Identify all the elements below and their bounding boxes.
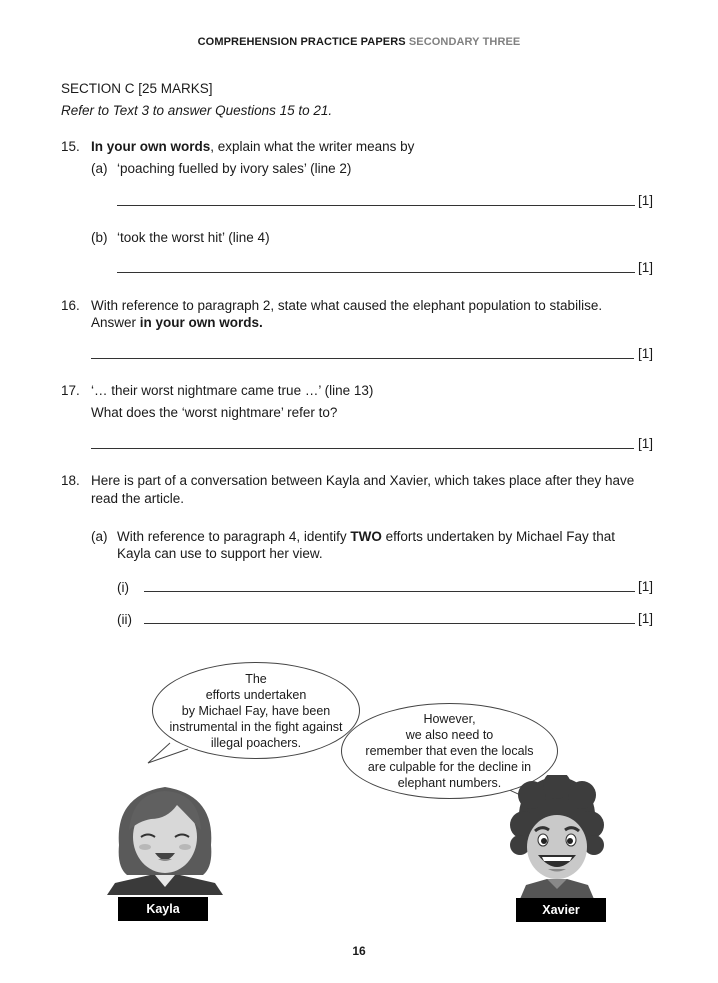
q16-mark: [1]: [638, 346, 654, 361]
xavier-speech-line: remember that even the locals: [365, 744, 534, 758]
q16-line1: With reference to paragraph 2, state what caused the elephant population to stabilise.: [91, 298, 603, 313]
q18a-ii-answer-line[interactable]: [144, 623, 635, 624]
q15b-label: (b): [91, 230, 108, 245]
q18-number: 18.: [61, 473, 80, 488]
q18-line2: read the article.: [91, 491, 185, 506]
q15a-text: ‘poaching fuelled by ivory sales’ (line 2): [117, 161, 352, 176]
q18-line1: Here is part of a conversation between Kayla and Xavier, which takes place after they have: [91, 473, 635, 488]
q18a-ii-label: (ii): [117, 612, 132, 627]
q18a-line1-prefix: With reference to paragraph 4, identify: [117, 529, 351, 544]
running-header: [0, 36, 718, 48]
xavier-speech-line: However,: [423, 712, 476, 726]
q15-bold: In your own words: [91, 139, 211, 154]
q18a-line1: [117, 528, 615, 545]
kayla-speech-line: illegal poachers.: [210, 735, 302, 750]
section-instruction: Refer to Text 3 to answer Questions 15 to 21.: [61, 103, 333, 118]
q15a-label: (a): [91, 161, 108, 176]
xavier-speech-line: are culpable for the decline in: [367, 760, 532, 774]
q17-answer-line[interactable]: [91, 448, 634, 449]
kayla-speech-text: [169, 671, 342, 751]
q18a-line1-bold: TWO: [350, 529, 382, 544]
xavier-illustration: [502, 775, 612, 900]
q15-stem: [91, 138, 414, 155]
xavier-speech-line: we also need to: [405, 728, 494, 742]
q15b-mark: [1]: [638, 260, 654, 275]
q15-text: , explain what the writer means by: [210, 139, 415, 154]
header-subtitle: SECONDARY THREE: [408, 36, 521, 48]
kayla-name-tag: Kayla: [118, 897, 208, 921]
kayla-illustration: [105, 775, 225, 897]
kayla-speech-line: instrumental in the fight against: [169, 719, 343, 734]
q16-line2: [91, 314, 263, 331]
q18a-ii-mark: [1]: [638, 611, 654, 626]
page-number: 16: [352, 944, 366, 958]
q15a-mark: [1]: [638, 193, 654, 208]
q16-answer-line[interactable]: [91, 358, 634, 359]
q18a-i-mark: [1]: [638, 579, 654, 594]
q17-line2: What does the ‘worst nightmare’ refer to?: [91, 405, 338, 420]
q15-number: 15.: [61, 139, 80, 154]
xavier-name-tag: Xavier: [516, 898, 606, 922]
header-title: COMPREHENSION PRACTICE PAPERS: [197, 36, 406, 48]
q18a-label: (a): [91, 529, 108, 544]
kayla-speech-line: efforts undertaken: [205, 687, 307, 702]
q18a-i-answer-line[interactable]: [144, 591, 635, 592]
q17-line1: ‘… their worst nightmare came true …’ (line 13): [91, 383, 374, 398]
q16-line2-bold: in your own words.: [139, 315, 263, 330]
xavier-speech-line: elephant numbers.: [397, 776, 502, 790]
q17-number: 17.: [61, 383, 80, 398]
q16-number: 16.: [61, 298, 80, 313]
kayla-speech-line: The: [245, 671, 267, 686]
q17-mark: [1]: [638, 436, 654, 451]
kayla-speech-line: by Michael Fay, have been: [181, 703, 331, 718]
q15a-answer-line[interactable]: [117, 205, 635, 206]
q15b-answer-line[interactable]: [117, 272, 635, 273]
q18a-line2: Kayla can use to support her view.: [117, 546, 323, 561]
q16-line2-prefix: Answer: [91, 315, 140, 330]
q18a-line1-suffix: efforts undertaken by Michael Fay that: [381, 529, 616, 544]
q18a-i-label: (i): [117, 580, 129, 595]
q15b-text: ‘took the worst hit’ (line 4): [117, 230, 270, 245]
kayla-speech-bubble: [152, 662, 360, 759]
section-heading: SECTION C [25 MARKS]: [61, 81, 213, 96]
